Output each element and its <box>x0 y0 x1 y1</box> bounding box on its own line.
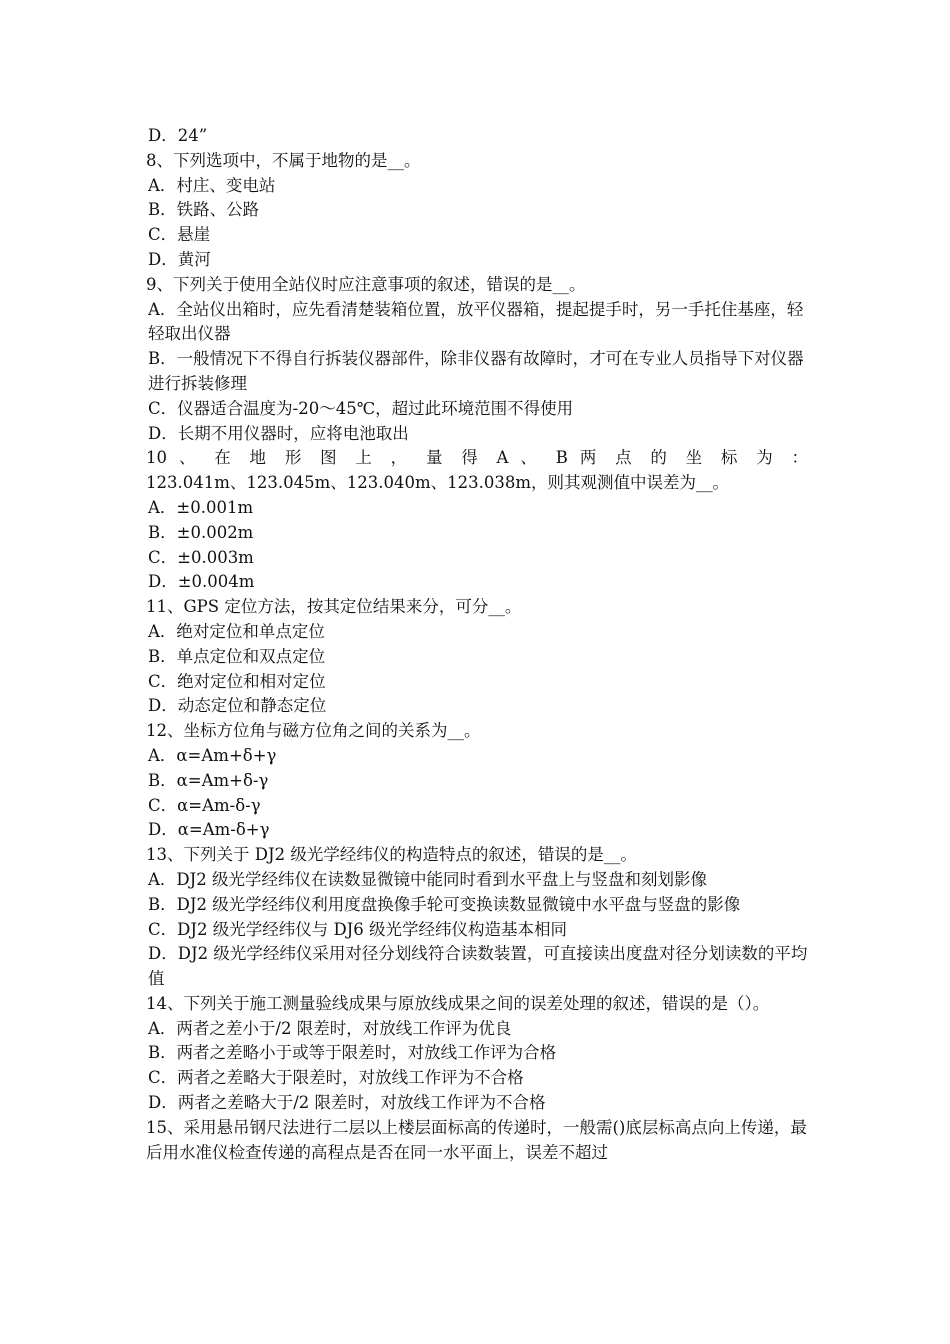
option-c-q13: C．DJ2 级光学经纬仪与 DJ6 级光学经纬仪构造基本相同 <box>148 919 568 939</box>
option-a-q9: A．全站仪出箱时，应先看清楚装箱位置，放平仪器箱，提起提手时，另一手托住基座，轻轻取出仪器 <box>148 299 804 344</box>
question-8: 8、下列选项中，不属于地物的是__。 <box>146 150 421 170</box>
option-d-q13: D．DJ2 级光学经纬仪采用对径分划线符合读数装置，可直接读出度盘对径分划读数的平均值 <box>148 944 808 989</box>
option-a-q10: A．±0.001m <box>148 497 254 517</box>
option-d-q8: D．黄河 <box>148 249 211 269</box>
option-a-q14: A．两者之差小于/2 限差时，对放线工作评为优良 <box>148 1018 512 1038</box>
option-d-q9: D．长期不用仪器时，应将电池取出 <box>148 423 409 443</box>
option-b-q10: B．±0.002m <box>148 522 254 542</box>
question-10-line-1: 10 、 在 地 形 图 上 ， 量 得 A 、 B 两 点 的 坐 标 为 ： <box>146 448 808 468</box>
option-b-q13: B．DJ2 级光学经纬仪利用度盘换像手轮可变换读数显微镜中水平盘与竖盘的影像 <box>148 894 741 914</box>
option-d-q12: D．α=Am-δ+γ <box>148 820 270 840</box>
option-b-q11: B．单点定位和双点定位 <box>148 646 326 666</box>
question-11: 11、GPS 定位方法，按其定位结果来分，可分__。 <box>146 597 522 617</box>
question-15: 15、采用悬吊钢尺法进行二层以上楼层面标高的传递时，一般需()底层标高点向上传递，最后用水准仪检查传递的高程点是否在同一水平面上，误差不超过 <box>146 1117 807 1162</box>
question-12: 12、坐标方位角与磁方位角之间的关系为__。 <box>146 721 481 741</box>
option-b-q9: B．一般情况下不得自行拆装仪器部件，除非仪器有故障时，才可在专业人员指导下对仪器进行拆装修理 <box>148 349 804 393</box>
option-b-q8: B．铁路、公路 <box>148 200 260 220</box>
option-c-q10: C．±0.003m <box>148 547 254 567</box>
option-a-q13: A．DJ2 级光学经纬仪在读数显微镜中能同时看到水平盘上与竖盘和刻划影像 <box>148 869 708 889</box>
option-c-q9: C．仪器适合温度为-20～45℃，超过此环境范围不得使用 <box>148 398 574 418</box>
option-b-q14: B．两者之差略小于或等于限差时，对放线工作评为合格 <box>148 1043 557 1063</box>
option-a-q11: A．绝对定位和单点定位 <box>148 621 325 641</box>
question-13: 13、下列关于 DJ2 级光学经纬仪的构造特点的叙述，错误的是__。 <box>146 845 637 865</box>
option-c-q12: C．α=Am-δ-γ <box>148 795 261 815</box>
option-d-q10: D．±0.004m <box>148 572 255 592</box>
option-a-q12: A．α=Am+δ+γ <box>148 745 277 765</box>
question-9: 9、下列关于使用全站仪时应注意事项的叙述，错误的是__。 <box>146 274 586 294</box>
option-d-q11: D．动态定位和静态定位 <box>148 696 327 716</box>
option-c-q8: C．悬崖 <box>148 225 211 245</box>
option-c-q11: C．绝对定位和相对定位 <box>148 671 326 691</box>
option-a-q8: A．村庄、变电站 <box>148 175 276 195</box>
document-page <box>146 124 808 1165</box>
question-10-line-2: 123.041m、123.045m、123.040m、123.038m，则其观测值中误差为__。 <box>146 473 730 493</box>
question-14: 14、下列关于施工测量验线成果与原放线成果之间的误差处理的叙述，错误的是（）。 <box>146 993 770 1013</box>
option-d-q7: D．24” <box>148 126 208 145</box>
option-c-q14: C．两者之差略大于限差时，对放线工作评为不合格 <box>148 1068 524 1088</box>
option-b-q12: B．α=Am+δ-γ <box>148 770 269 790</box>
option-d-q14: D．两者之差略大于/2 限差时，对放线工作评为不合格 <box>148 1093 546 1113</box>
